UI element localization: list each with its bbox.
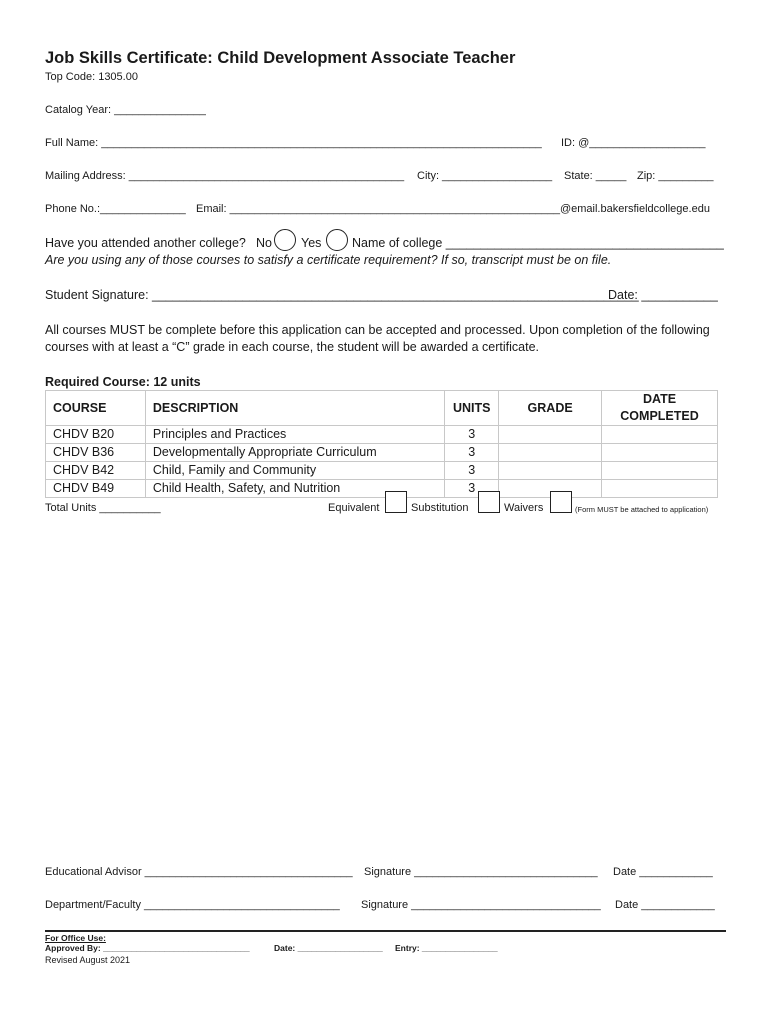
table-header-row xyxy=(46,391,718,426)
no-radio[interactable] xyxy=(274,229,296,251)
course-description: Child Health, Safety, and Nutrition xyxy=(145,480,444,498)
total-units-field[interactable]: Total Units __________ xyxy=(45,502,161,514)
course-code: CHDV B20 xyxy=(46,426,146,444)
header-description: DESCRIPTION xyxy=(145,391,444,426)
yes-label: Yes xyxy=(301,236,322,250)
top-code: Top Code: 1305.00 xyxy=(45,71,138,83)
advisor-signature-field[interactable]: Signature ______________________________ xyxy=(364,866,598,878)
date-completed-cell[interactable] xyxy=(602,462,718,480)
phone-field[interactable]: Phone No.:______________ xyxy=(45,203,186,215)
waiver-note: (Form MUST be attached to application) xyxy=(575,505,709,514)
email-field[interactable]: Email: ______________________________________________________@email.bakersfieldcollege.edu xyxy=(196,203,710,215)
catalog-year-field[interactable]: Catalog Year: _______________ xyxy=(45,104,206,116)
header-grade: GRADE xyxy=(499,391,602,426)
entry-field[interactable]: Entry: ________________ xyxy=(395,943,498,953)
full-name-field[interactable]: Full Name: ________________________________________________________________________ xyxy=(45,137,542,149)
substitution-label: Substitution xyxy=(411,502,469,514)
yes-radio[interactable] xyxy=(326,229,348,251)
student-signature-field[interactable]: Student Signature: ______________________________________________________________________ xyxy=(45,288,639,302)
date-completed-cell[interactable] xyxy=(602,444,718,462)
grade-cell[interactable] xyxy=(499,444,602,462)
educational-advisor-field[interactable]: Educational Advisor __________________________________ xyxy=(45,866,353,878)
approved-by-field[interactable]: Approved By: _______________________________ xyxy=(45,943,250,953)
office-use-heading: For Office Use: xyxy=(45,933,106,943)
course-units: 3 xyxy=(445,426,499,444)
waivers-label: Waivers xyxy=(504,502,544,514)
course-code: CHDV B42 xyxy=(46,462,146,480)
attended-question: Have you attended another college? xyxy=(45,236,246,250)
grade-cell[interactable] xyxy=(499,426,602,444)
office-divider xyxy=(45,930,726,932)
date-completed-cell[interactable] xyxy=(602,480,718,498)
revised-date: Revised August 2021 xyxy=(45,955,131,965)
grade-cell[interactable] xyxy=(499,462,602,480)
header-units: UNITS xyxy=(445,391,499,426)
intro-text-line-1: All courses MUST be complete before this application can be accepted and processed. Upon completion of the following xyxy=(45,323,710,337)
table-row xyxy=(46,480,718,498)
course-units: 3 xyxy=(445,444,499,462)
courses-question: Are you using any of those courses to satisfy a certificate requirement? If so, transcript must be on file. xyxy=(45,253,612,267)
waivers-checkbox[interactable] xyxy=(550,491,572,513)
mailing-address-field[interactable]: Mailing Address: _____________________________________________ xyxy=(45,170,405,182)
faculty-date-field[interactable]: Date ____________ xyxy=(615,899,715,911)
id-field[interactable]: ID: @___________________ xyxy=(561,137,706,149)
zip-field[interactable]: Zip: _________ xyxy=(637,170,714,182)
header-course: COURSE xyxy=(46,391,146,426)
state-field[interactable]: State: _____ xyxy=(564,170,627,182)
header-date-completed: DATE COMPLETED xyxy=(602,391,718,426)
form-title: Job Skills Certificate: Child Development Associate Teacher xyxy=(45,49,516,67)
office-date-field[interactable]: Date: __________________ xyxy=(274,943,383,953)
student-date-field[interactable]: Date: ___________ xyxy=(608,288,718,302)
table-row xyxy=(46,444,718,462)
table-row xyxy=(46,462,718,480)
required-course-heading: Required Course: 12 units xyxy=(45,375,201,389)
course-description: Child, Family and Community xyxy=(145,462,444,480)
city-field[interactable]: City: __________________ xyxy=(417,170,553,182)
faculty-signature-field[interactable]: Signature _______________________________ xyxy=(361,899,601,911)
advisor-date-field[interactable]: Date ____________ xyxy=(613,866,713,878)
college-name-field[interactable]: Name of college ________________________________________ xyxy=(352,236,724,250)
intro-text-line-2: courses with at least a “C” grade in each course, the student will be awarded a certificate. xyxy=(45,340,540,354)
table-row xyxy=(46,426,718,444)
no-label: No xyxy=(256,236,272,250)
date-completed-cell[interactable] xyxy=(602,426,718,444)
course-units: 3 xyxy=(445,462,499,480)
course-code: CHDV B36 xyxy=(46,444,146,462)
course-code: CHDV B49 xyxy=(46,480,146,498)
equivalent-checkbox[interactable] xyxy=(385,491,407,513)
course-units: 3 xyxy=(445,480,499,498)
department-faculty-field[interactable]: Department/Faculty ________________________________ xyxy=(45,899,340,911)
course-description: Developmentally Appropriate Curriculum xyxy=(145,444,444,462)
course-description: Principles and Practices xyxy=(145,426,444,444)
course-table xyxy=(45,390,718,498)
substitution-checkbox[interactable] xyxy=(478,491,500,513)
equivalent-label: Equivalent xyxy=(328,502,380,514)
